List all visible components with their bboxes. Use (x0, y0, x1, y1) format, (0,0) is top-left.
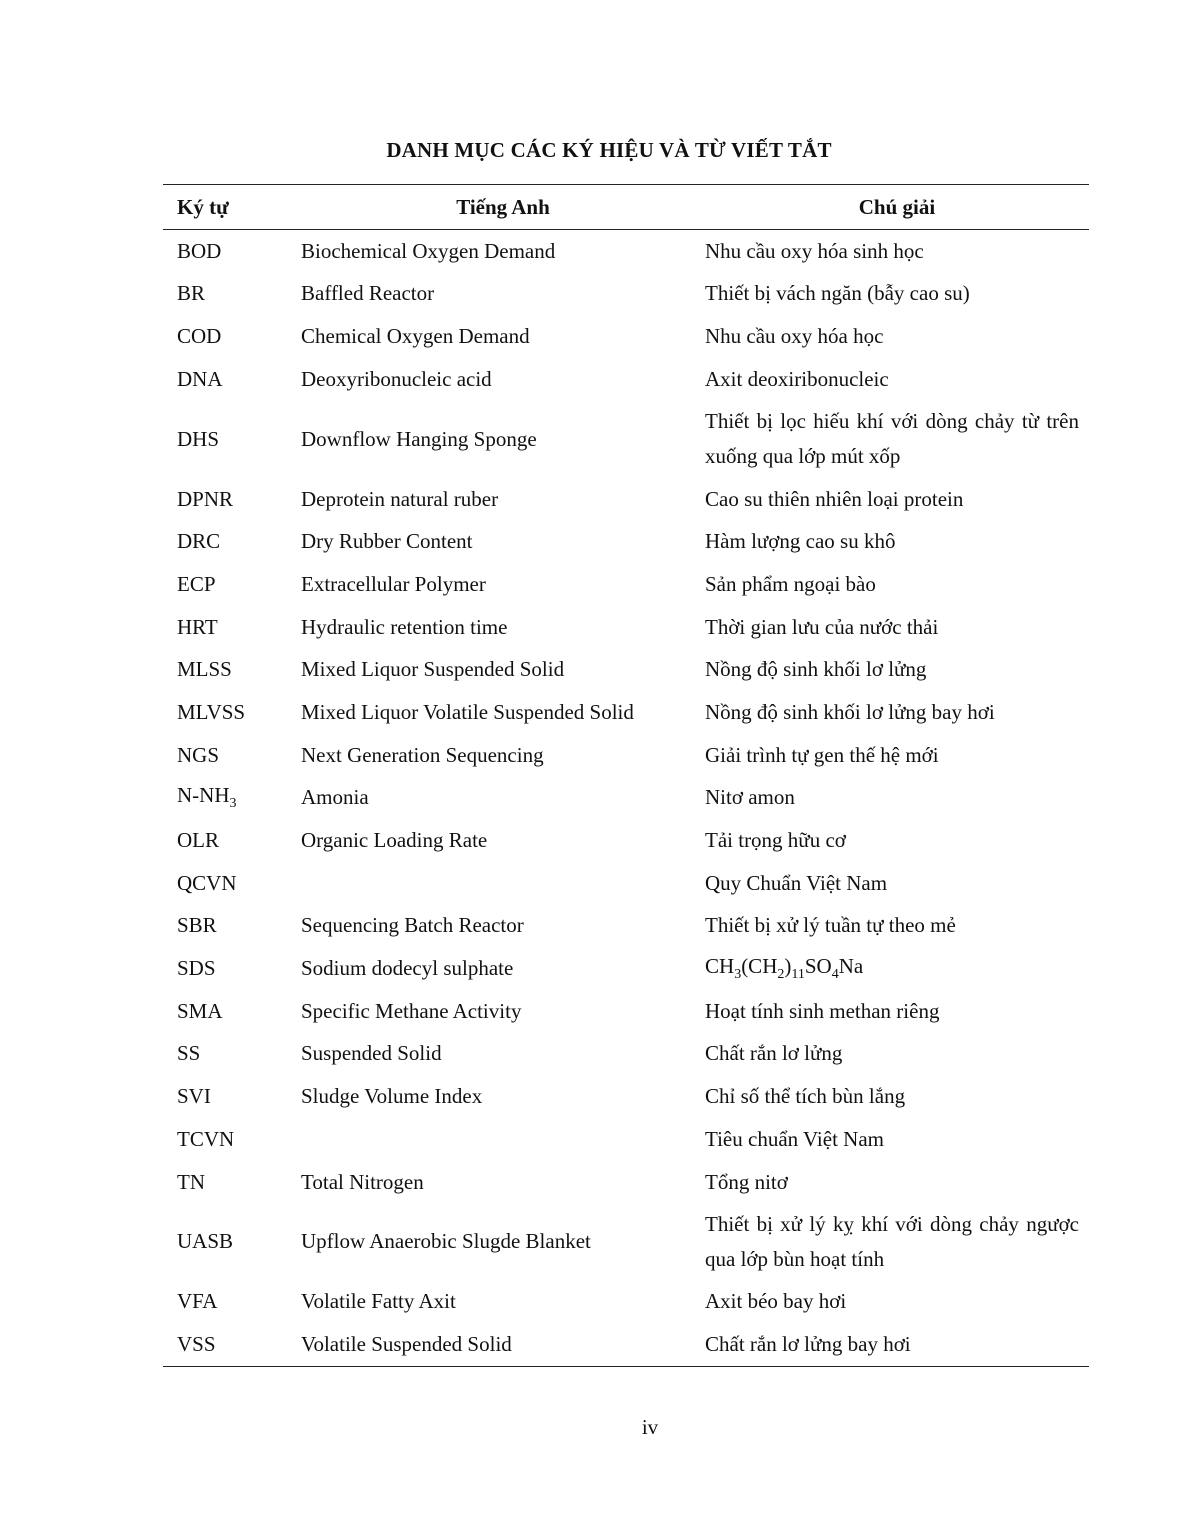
row-english: Specific Methane Activity (301, 998, 522, 1023)
row-english: Volatile Suspended Solid (301, 1323, 705, 1366)
row-english: Extracellular Polymer (301, 571, 486, 596)
row-english (301, 862, 705, 905)
row-code: VSS (163, 1323, 301, 1366)
row-vietnamese: Chất rắn lơ lửng (705, 1041, 843, 1066)
row-english: Deprotein natural ruber (301, 486, 499, 511)
row-vietnamese: Hoạt tính sinh methan riêng (705, 998, 940, 1023)
table-row (163, 1075, 1089, 1118)
row-english: Dry Rubber Content (301, 529, 473, 554)
row-code: TN (177, 1169, 205, 1194)
table-row (163, 777, 1089, 820)
row-code: QCVN (177, 870, 237, 895)
row-vietnamese: Chỉ số thể tích bùn lắng (705, 1084, 906, 1109)
row-english: Biochemical Oxygen Demand (301, 238, 556, 263)
table-row (163, 1280, 1089, 1323)
row-english: Organic Loading Rate (301, 828, 488, 852)
row-code: ECP (177, 571, 216, 596)
row-code: SBR (177, 913, 217, 938)
row-vietnamese-formula: $CH_3(CH_2)_{11}SO_4Na$ (705, 953, 864, 982)
row-vietnamese: Giải trình tự gen thế hệ mới (705, 742, 939, 767)
row-vietnamese: Cao su thiên nhiên loại protein (705, 486, 964, 511)
row-vietnamese: Axit deoxiribonucleic (705, 366, 889, 391)
row-english: Sodium dodecyl sulphate (301, 956, 514, 981)
table-row (163, 358, 1089, 401)
row-vietnamese: Thiết bị lọc hiếu khí với dòng chảy từ trên xuống qua lớp mút xốp (705, 409, 1079, 469)
row-code: HRT (177, 614, 218, 639)
header-vietnamese: Chú giải (705, 185, 1089, 230)
row-code: BOD (177, 238, 222, 263)
row-code: MLSS (177, 657, 232, 682)
table-row (163, 478, 1089, 521)
row-vietnamese: Nhu cầu oxy hóa sinh học (705, 238, 924, 263)
table-row (163, 563, 1089, 606)
row-code: DNA (177, 366, 223, 391)
row-vietnamese: Sản phẩm ngoại bào (705, 571, 876, 596)
row-code: TCVN (177, 1126, 235, 1151)
row-code: SDS (177, 956, 216, 981)
row-code: SMA (177, 998, 223, 1023)
row-english: Mixed Liquor Suspended Solid (301, 657, 565, 682)
table-row (163, 947, 1089, 990)
row-english: Hydraulic retention time (301, 614, 508, 639)
code-main: N-NH (177, 782, 230, 807)
header-code: Ký tự (163, 185, 301, 230)
page-number: iv (641, 1415, 659, 1439)
row-english: Sequencing Batch Reactor (301, 913, 524, 938)
row-code: COD (177, 324, 222, 349)
row-english: Deoxyribonucleic acid (301, 366, 492, 391)
table-row (163, 1161, 1089, 1204)
table-row (163, 990, 1089, 1033)
row-vietnamese: Nhu cầu oxy hóa học (705, 324, 884, 349)
table-row (163, 1033, 1089, 1076)
row-code: UASB (177, 1229, 234, 1254)
row-english: Amonia (301, 785, 369, 810)
table-row (163, 1203, 1089, 1280)
header-english: Tiếng Anh (301, 185, 705, 230)
row-english: Next Generation Sequencing (301, 742, 544, 767)
row-vietnamese: Chất rắn lơ lửng bay hơi (705, 1323, 1089, 1366)
row-vietnamese: Thiết bị vách ngăn (bẫy cao su) (705, 281, 970, 306)
row-vietnamese: Nồng độ sinh khối lơ lửng bay hơi (705, 699, 995, 724)
row-vietnamese: Thời gian lưu của nước thải (705, 614, 939, 639)
row-code: BR (177, 281, 206, 306)
row-english: Mixed Liquor Volatile Suspended Solid (301, 699, 634, 724)
table-row (163, 649, 1089, 692)
table-row (163, 520, 1089, 563)
row-vietnamese: Thiết bị xử lý tuần tự theo mẻ (705, 913, 956, 938)
table-row (163, 401, 1089, 478)
table-row (163, 862, 1089, 905)
table-row (163, 734, 1089, 777)
page-title: DANH MỤC CÁC KÝ HIỆU VÀ TỪ VIẾT TẮT (386, 138, 832, 162)
row-english: Total Nitrogen (301, 1169, 424, 1194)
row-english: Downflow Hanging Sponge (301, 426, 537, 451)
row-english: Volatile Fatty Axit (301, 1289, 456, 1314)
table-row (163, 1323, 1089, 1366)
row-vietnamese: Quy Chuẩn Việt Nam (705, 870, 888, 895)
table-row (163, 315, 1089, 358)
row-english: Sludge Volume Index (301, 1084, 483, 1109)
row-code (163, 777, 301, 820)
row-english: Upflow Anaerobic Slugde Blanket (301, 1229, 591, 1254)
row-code: OLR (177, 828, 219, 852)
row-vietnamese: Axit béo bay hơi (705, 1289, 847, 1314)
row-code: DHS (177, 426, 220, 451)
row-vietnamese: Tải trọng hữu cơ (705, 828, 846, 852)
row-vietnamese: Tổng nitơ (705, 1169, 788, 1194)
table-row (163, 819, 1089, 862)
row-code: VFA (177, 1289, 218, 1314)
row-code: MLVSS (177, 699, 246, 724)
abbreviation-table (163, 184, 1089, 1367)
row-code: SVI (177, 1084, 211, 1109)
code-subscript: 3 (229, 796, 237, 812)
table-row (163, 606, 1089, 649)
row-english: Suspended Solid (301, 1041, 442, 1066)
row-vietnamese: Hàm lượng cao su khô (705, 529, 896, 554)
row-code: SS (177, 1041, 201, 1066)
table-row (163, 691, 1089, 734)
table-row (163, 1118, 1089, 1161)
table-header-row (163, 185, 1089, 230)
table-row (163, 273, 1089, 316)
row-english: Baffled Reactor (301, 281, 435, 306)
row-code: NGS (177, 742, 220, 767)
table-row (163, 230, 1089, 273)
row-english (301, 1118, 705, 1161)
row-vietnamese: Tiêu chuẩn Việt Nam (705, 1126, 884, 1151)
table-row (163, 905, 1089, 948)
row-vietnamese: Thiết bị xử lý kỵ khí với dòng chảy ngược qua lớp bùn hoạt tính (705, 1211, 1079, 1271)
row-vietnamese: Nitơ amon (705, 785, 795, 810)
row-vietnamese: Nồng độ sinh khối lơ lửng (705, 657, 927, 682)
row-code: DPNR (177, 486, 234, 511)
row-english: Chemical Oxygen Demand (301, 324, 530, 349)
row-code: DRC (177, 529, 221, 554)
